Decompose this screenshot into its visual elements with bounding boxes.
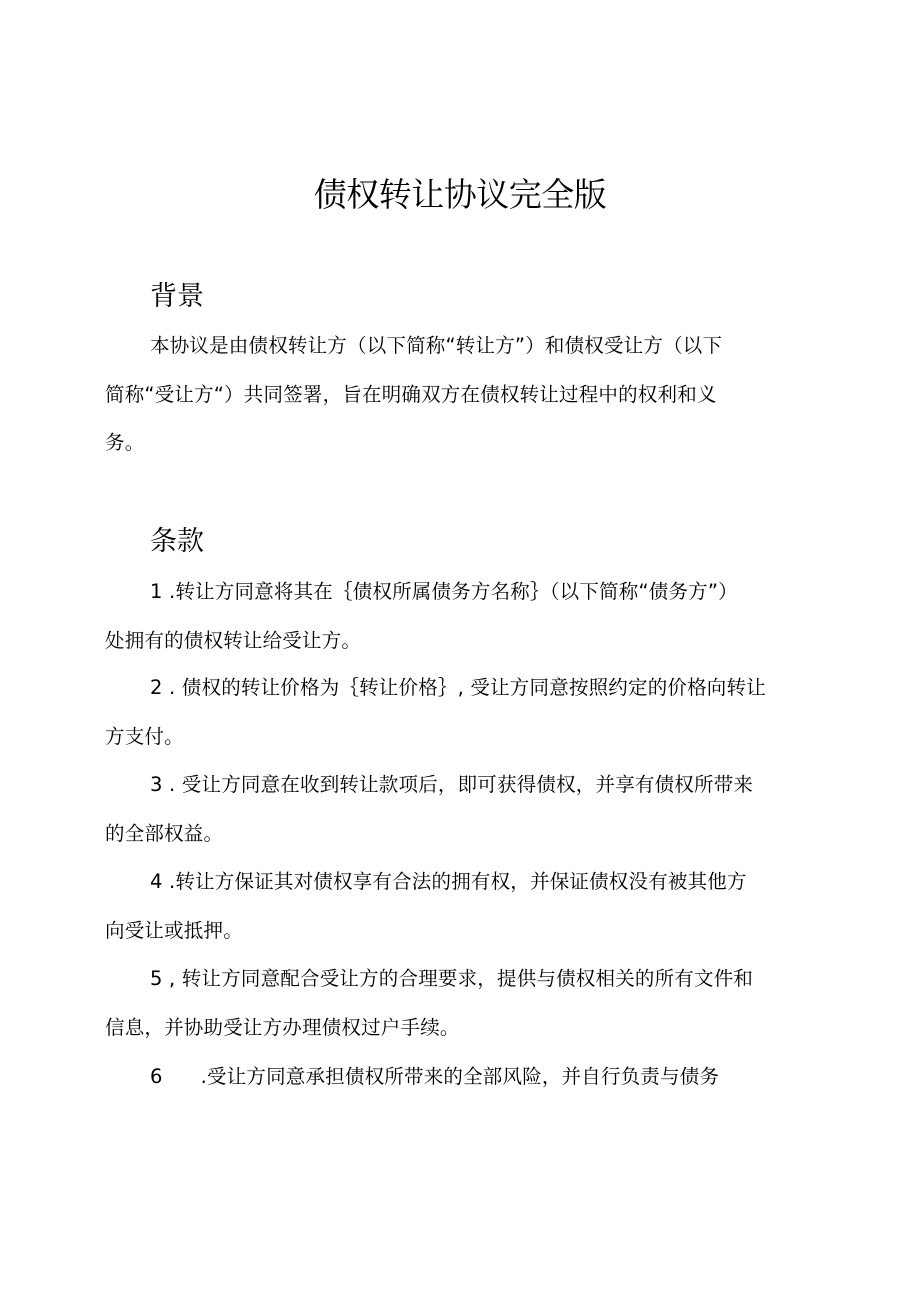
clause-1 bbox=[105, 568, 820, 665]
clause-5 bbox=[105, 955, 820, 1052]
clause-2 bbox=[105, 664, 820, 761]
clause-number: 5 bbox=[150, 967, 163, 990]
clause-number: 1 bbox=[150, 580, 163, 603]
clause-text: 处拥有的债权转让给受让方。 bbox=[105, 628, 362, 652]
clause-text: 方支付。 bbox=[105, 724, 184, 748]
clause-text: .转让方保证其对债权享有合法的拥有权，并保证债权没有被其他方 bbox=[162, 870, 747, 893]
clause-4 bbox=[105, 858, 820, 955]
clause-text: .转让方同意将其在｛债权所属债务方名称｝（以下简称“债务方”） bbox=[162, 580, 738, 603]
clause-text: 信息，并协助受让方办理债权过户手续。 bbox=[105, 1015, 460, 1039]
clause-6 bbox=[105, 1053, 820, 1102]
background-paragraph bbox=[105, 322, 820, 468]
clause-text: . 受让方同意在收到转让款项后，即可获得债权，并享有债权所带来 bbox=[162, 773, 754, 796]
clause-text: .受让方同意承担债权所带来的全部风险，并自行负责与债务 bbox=[200, 1065, 720, 1088]
clause-text: . 债权的转让价格为｛转让价格｝, 受让方同意按照约定的价格向转让 bbox=[162, 676, 766, 699]
clause-number: 2 bbox=[150, 676, 163, 699]
clause-text: 的全部权益。 bbox=[105, 821, 224, 845]
background-line-2: 简称“受让方“）共同签署，旨在明确双方在债权转让过程中的权利和义 bbox=[105, 382, 717, 406]
terms-heading: 条款 bbox=[150, 526, 204, 557]
clause-text: 向受让或抵押。 bbox=[105, 918, 243, 942]
clause-number: 6 bbox=[150, 1065, 163, 1088]
clause-3 bbox=[105, 761, 820, 858]
background-line-3: 务。 bbox=[105, 431, 145, 454]
background-line-1: 本协议是由债权转让方（以下简称“转让方”）和债权受让方（以下 bbox=[150, 334, 723, 357]
clause-number: 4 bbox=[150, 870, 163, 893]
clause-text: , 转让方同意配合受让方的合理要求，提供与债权相关的所有文件和 bbox=[162, 967, 754, 990]
background-heading: 背景 bbox=[150, 281, 204, 312]
document-title: 债权转让协议完全版 bbox=[313, 175, 607, 214]
clause-number: 3 bbox=[150, 773, 163, 796]
